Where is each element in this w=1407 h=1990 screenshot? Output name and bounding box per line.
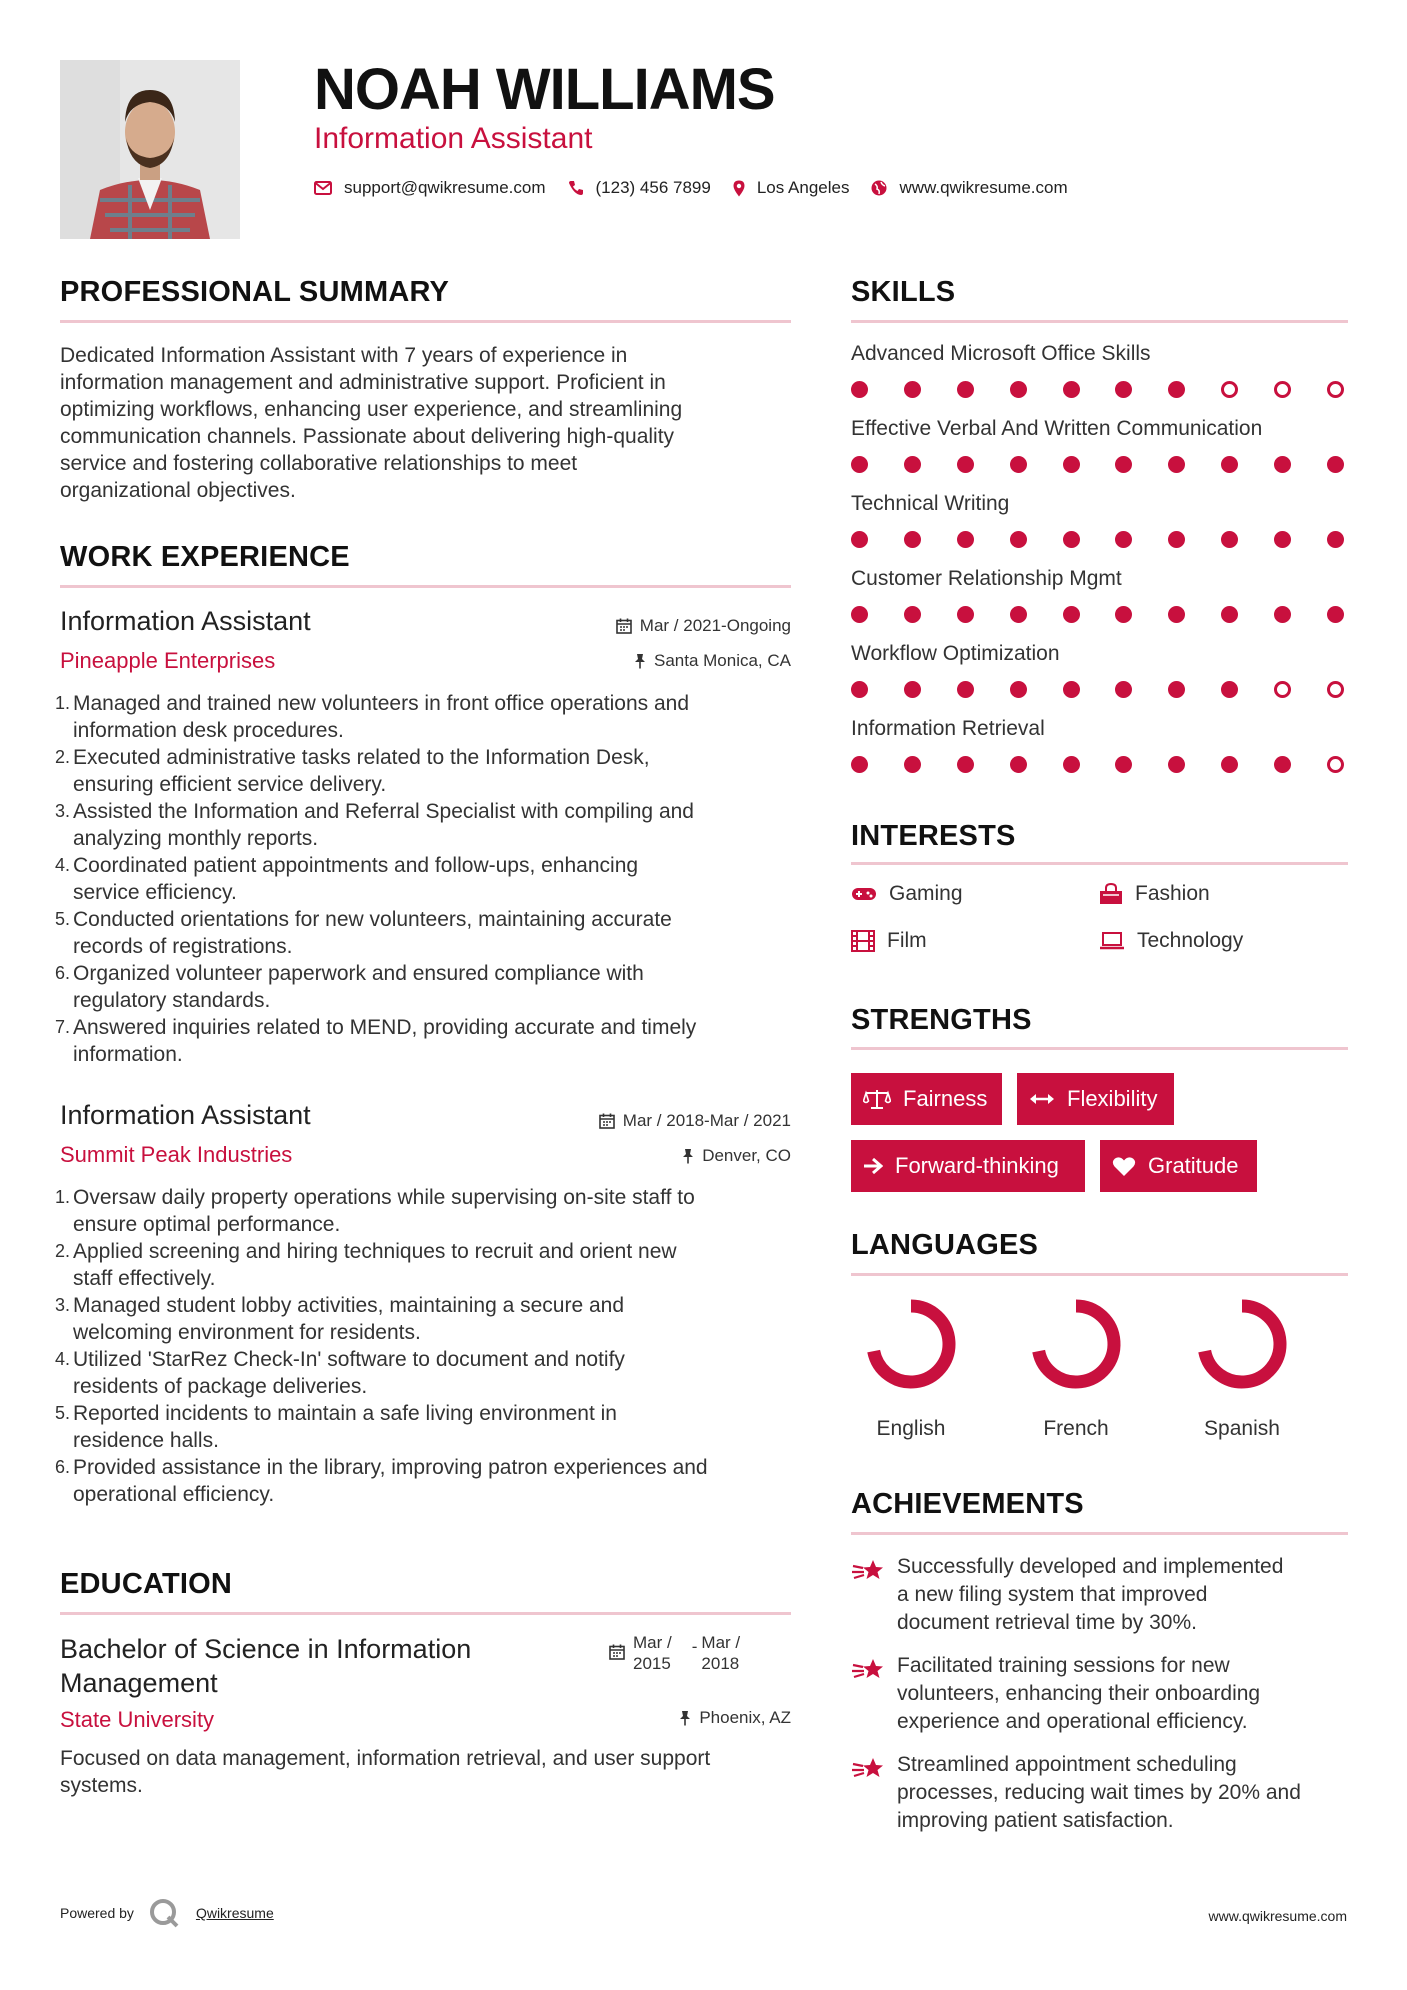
footer-website[interactable]: www.qwikresume.com <box>1208 1908 1347 1924</box>
strength-badge: Gratitude <box>1100 1140 1257 1192</box>
email-text: support@qwikresume.com <box>344 178 546 197</box>
calendar-icon <box>599 1113 615 1129</box>
education-location <box>679 1708 791 1728</box>
phone-icon <box>568 180 584 196</box>
skills-divider <box>851 320 1348 323</box>
achievement-item: Facilitated training sessions for new volunteers, enhancing their onboarding experience and operational efficiency. <box>851 1652 1260 1736</box>
globe-icon <box>871 180 887 196</box>
rating-dot-filled <box>1010 756 1027 773</box>
rating-dot-filled <box>904 531 921 548</box>
list-item: 1. Managed and trained new volunteers in front office operations and information desk procedures. <box>55 692 690 742</box>
summary-heading: PROFESSIONAL SUMMARY <box>60 276 450 308</box>
rating-dot-filled <box>1010 606 1027 623</box>
candidate-name: NOAH WILLIAMS <box>314 57 775 122</box>
job-location <box>634 651 791 671</box>
language-item <box>851 1298 971 1441</box>
rating-dot-filled <box>904 606 921 623</box>
laptop-icon <box>1099 931 1125 951</box>
rating-dot-filled <box>851 381 868 398</box>
list-item: 7. Answered inquiries related to MEND, providing accurate and timely information. <box>55 1016 697 1066</box>
rating-dot-filled <box>1063 606 1080 623</box>
skills-heading: SKILLS <box>851 276 956 308</box>
rating-dot-filled <box>1063 456 1080 473</box>
rating-dot-filled <box>851 531 868 548</box>
rating-dot-filled <box>1168 381 1185 398</box>
list-item: 2. Applied screening and hiring techniques to recruit and orient new staff effectively. <box>55 1240 677 1290</box>
rating-dot-filled <box>1221 606 1238 623</box>
summary-text <box>60 342 800 504</box>
candidate-role: Information Assistant <box>314 122 593 155</box>
rating-dot-filled <box>1168 456 1185 473</box>
achievements-heading: ACHIEVEMENTS <box>851 1488 1084 1520</box>
summary-line: organizational objectives. <box>60 479 296 502</box>
language-label: English <box>876 1417 946 1440</box>
interest-item: Technology <box>1099 929 1243 953</box>
skill-name: Customer Relationship Mgmt <box>851 567 1122 590</box>
job-location <box>682 1146 791 1166</box>
rating-dot-filled <box>957 381 974 398</box>
arrows-horizontal-icon <box>1029 1092 1055 1106</box>
rating-dot-filled <box>1010 681 1027 698</box>
rating-dot-filled <box>1327 456 1344 473</box>
rating-dot-filled <box>1221 756 1238 773</box>
rating-dot-filled <box>957 456 974 473</box>
degree-title: Bachelor of Science in Information Management <box>60 1634 472 1698</box>
list-item: 3. Managed student lobby activities, maintaining a secure and welcoming environment for residents. <box>55 1294 625 1344</box>
summary-line: information management and administrative support. Proficient in <box>60 371 666 394</box>
skill-rating <box>851 606 1344 623</box>
rating-dot-filled <box>1168 606 1185 623</box>
education-date: Mar / 2015 - Mar / 2018 <box>609 1632 740 1674</box>
rating-dot-empty <box>1327 681 1344 698</box>
job-location-text: Denver, CO <box>702 1146 791 1165</box>
rating-dot-filled <box>1168 531 1185 548</box>
heart-icon <box>1112 1156 1136 1177</box>
skill-name: Advanced Microsoft Office Skills <box>851 342 1151 365</box>
list-item: 4. Utilized 'StarRez Check-In' software to document and notify residents of package deliveries. <box>55 1348 625 1398</box>
skill-name: Technical Writing <box>851 492 1010 515</box>
skill-rating <box>851 456 1344 473</box>
rating-dot-filled <box>1010 381 1027 398</box>
profile-photo <box>60 60 240 239</box>
language-label: Spanish <box>1204 1417 1280 1440</box>
rating-dot-filled <box>904 381 921 398</box>
interests-heading: INTERESTS <box>851 820 1016 852</box>
language-gauge-arc <box>1039 1306 1114 1382</box>
summary-line: Dedicated Information Assistant with 7 years of experience in <box>60 344 628 367</box>
experience-divider <box>60 585 791 588</box>
skill-rating <box>851 531 1344 548</box>
arrow-right-icon <box>863 1157 883 1175</box>
education-location-text: Phoenix, AZ <box>699 1708 791 1727</box>
rating-dot-filled <box>1221 681 1238 698</box>
rating-dot-filled <box>1274 756 1291 773</box>
language-item <box>1016 1298 1136 1441</box>
rating-dot-filled <box>1274 606 1291 623</box>
job-date <box>599 1111 791 1131</box>
shooting-star-icon <box>851 1557 885 1585</box>
languages-heading: LANGUAGES <box>851 1229 1039 1261</box>
interest-item: Film <box>851 929 927 953</box>
strength-badge: Fairness <box>851 1073 1002 1125</box>
school-name: State University <box>60 1707 215 1732</box>
job-title: Information Assistant <box>60 606 311 636</box>
rating-dot-filled <box>1221 531 1238 548</box>
rating-dot-empty <box>1327 381 1344 398</box>
job-responsibilities <box>55 690 800 1068</box>
language-label: French <box>1043 1417 1109 1440</box>
list-item: 4. Coordinated patient appointments and follow-ups, enhancing service efficiency. <box>55 854 639 904</box>
interests-divider <box>851 862 1348 865</box>
contact-phone[interactable] <box>568 178 711 198</box>
job-company: Pineapple Enterprises <box>60 648 276 673</box>
rating-dot-filled <box>904 456 921 473</box>
calendar-icon <box>616 618 632 634</box>
rating-dot-filled <box>1327 606 1344 623</box>
achievements-divider <box>851 1532 1348 1535</box>
rating-dot-empty <box>1221 381 1238 398</box>
rating-dot-filled <box>904 756 921 773</box>
job-responsibilities <box>55 1184 805 1508</box>
language-gauge-arc <box>1205 1306 1280 1382</box>
language-item <box>1182 1298 1302 1441</box>
strength-badge: Flexibility <box>1017 1073 1174 1125</box>
strength-badge: Forward-thinking <box>851 1140 1085 1192</box>
website-text: www.qwikresume.com <box>899 178 1068 197</box>
phone-text: (123) 456 7899 <box>595 178 711 197</box>
rating-dot-filled <box>1063 381 1080 398</box>
summary-divider <box>60 320 791 323</box>
language-gauge-arc <box>874 1306 949 1382</box>
skill-name: Effective Verbal And Written Communication <box>851 417 1263 440</box>
rating-dot-filled <box>1115 606 1132 623</box>
footer-powered-by <box>60 1897 274 1929</box>
contact-email[interactable] <box>314 178 546 198</box>
rating-dot-filled <box>957 531 974 548</box>
rating-dot-filled <box>851 456 868 473</box>
shooting-star-icon <box>851 1755 885 1783</box>
brand-link[interactable]: Qwikresume <box>195 1905 274 1921</box>
list-item: 2. Executed administrative tasks related to the Information Desk, ensuring efficient service delivery. <box>55 746 650 796</box>
job-date <box>616 616 791 636</box>
rating-dot-filled <box>1115 531 1132 548</box>
list-item: 5. Conducted orientations for new volunteers, maintaining accurate records of registrations. <box>55 908 672 958</box>
language-gauge <box>1182 1298 1302 1398</box>
summary-line: communication channels. Passionate about delivering high-quality <box>60 425 675 448</box>
skill-rating <box>851 756 1344 773</box>
list-item: 5. Reported incidents to maintain a safe living environment in residence halls. <box>55 1402 617 1452</box>
skill-rating <box>851 681 1344 698</box>
rating-dot-empty <box>1274 681 1291 698</box>
education-description: Focused on data management, information retrieval, and user support systems. <box>60 1747 711 1797</box>
rating-dot-filled <box>851 681 868 698</box>
list-item: 6. Provided assistance in the library, improving patron experiences and operational efficiency. <box>55 1456 708 1506</box>
experience-heading: WORK EXPERIENCE <box>60 541 350 573</box>
job-date-text: Mar / 2021-Ongoing <box>639 616 791 635</box>
languages-divider <box>851 1273 1348 1276</box>
rating-dot-filled <box>1115 456 1132 473</box>
language-gauge <box>851 1298 971 1398</box>
list-item: 6. Organized volunteer paperwork and ensured compliance with regulatory standards. <box>55 962 644 1012</box>
rating-dot-filled <box>904 681 921 698</box>
rating-dot-filled <box>1115 681 1132 698</box>
contact-website[interactable] <box>871 178 1067 198</box>
summary-line: service and fostering collaborative relationships to meet <box>60 452 578 475</box>
rating-dot-filled <box>851 606 868 623</box>
rating-dot-filled <box>957 606 974 623</box>
rating-dot-filled <box>1010 531 1027 548</box>
skill-rating <box>851 381 1344 398</box>
scale-icon <box>863 1088 891 1110</box>
rating-dot-filled <box>1274 456 1291 473</box>
rating-dot-empty <box>1327 756 1344 773</box>
contact-location <box>733 178 850 198</box>
shooting-star-icon <box>851 1656 885 1684</box>
rating-dot-filled <box>1221 456 1238 473</box>
rating-dot-filled <box>1063 756 1080 773</box>
rating-dot-filled <box>1115 381 1132 398</box>
list-item: 3. Assisted the Information and Referral Specialist with compiling and analyzing monthly reports. <box>55 800 694 850</box>
education-divider <box>60 1612 791 1615</box>
pushpin-icon <box>679 1710 691 1726</box>
rating-dot-filled <box>1274 531 1291 548</box>
qwikresume-logo-icon <box>148 1897 182 1929</box>
language-gauge <box>1016 1298 1136 1398</box>
rating-dot-filled <box>1063 681 1080 698</box>
envelope-icon <box>314 181 332 195</box>
rating-dot-filled <box>1168 681 1185 698</box>
interest-item: Fashion <box>1099 882 1210 906</box>
location-text: Los Angeles <box>756 178 850 197</box>
job-title: Information Assistant <box>60 1100 311 1130</box>
education-heading: EDUCATION <box>60 1568 233 1600</box>
strengths-divider <box>851 1047 1348 1050</box>
skill-name: Information Retrieval <box>851 717 1045 740</box>
job-company: Summit Peak Industries <box>60 1142 293 1167</box>
pushpin-icon <box>682 1148 694 1164</box>
list-item: 1. Oversaw daily property operations while supervising on-site staff to ensure optimal performance. <box>55 1186 695 1236</box>
job-date-text: Mar / 2018-Mar / 2021 <box>622 1111 791 1130</box>
gamepad-icon <box>851 886 877 902</box>
strengths-heading: STRENGTHS <box>851 1004 1032 1036</box>
rating-dot-filled <box>1327 531 1344 548</box>
contact-bar <box>314 178 1090 198</box>
map-pin-icon <box>733 180 745 197</box>
achievement-item: Streamlined appointment scheduling processes, reducing wait times by 20% and improving patient satisfaction. <box>851 1751 1301 1835</box>
job-location-text: Santa Monica, CA <box>653 651 791 670</box>
achievement-item: Successfully developed and implemented a new filing system that improved document retrieval time by 30%. <box>851 1553 1283 1637</box>
rating-dot-filled <box>1115 756 1132 773</box>
rating-dot-filled <box>1168 756 1185 773</box>
film-icon <box>851 930 875 952</box>
rating-dot-empty <box>1274 381 1291 398</box>
interest-item: Gaming <box>851 882 963 906</box>
rating-dot-filled <box>1010 456 1027 473</box>
rating-dot-filled <box>957 756 974 773</box>
pushpin-icon <box>634 653 646 669</box>
skill-name: Workflow Optimization <box>851 642 1060 665</box>
shopping-bag-icon <box>1099 883 1123 905</box>
summary-line: optimizing workflows, enhancing user experience, and streamlining <box>60 398 683 421</box>
rating-dot-filled <box>1063 531 1080 548</box>
calendar-icon <box>609 1644 625 1660</box>
rating-dot-filled <box>957 681 974 698</box>
powered-by-text: Powered by <box>60 1905 134 1921</box>
rating-dot-filled <box>851 756 868 773</box>
